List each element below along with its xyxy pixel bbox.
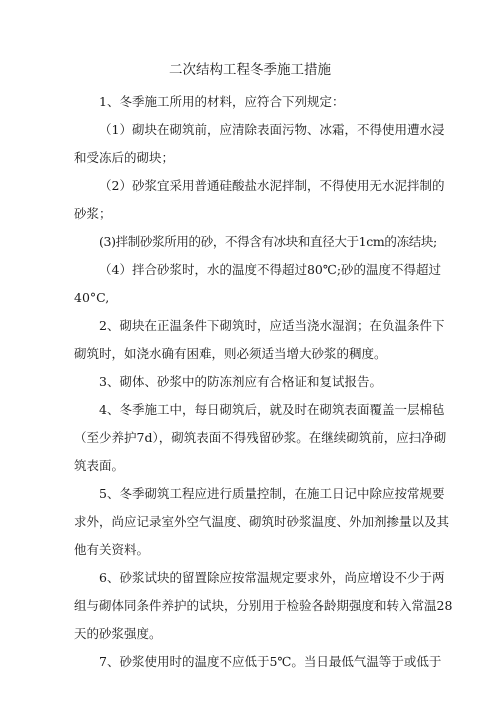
paragraph-4 — [74, 228, 437, 256]
paragraph-line: （至少养护7d），砌筑表面不得残留砂浆。在继续砌筑前，应扫净砌 — [74, 430, 447, 445]
paragraph-line: 7、砂浆使用时的温度不应低于5℃。当日最低气温等于或低于 — [99, 654, 442, 669]
paragraph-line: 和受冻后的砌块； — [74, 150, 175, 165]
paragraph-9 — [74, 480, 450, 564]
paragraph-line: 4、冬季施工中，每日砌筑后，就及时在砌筑表面覆盖一层棉毡 — [99, 402, 445, 417]
paragraph-line: 求外，尚应记录室外空气温度、砌筑时砂浆温度、外加剂掺量以及其 — [74, 514, 450, 529]
paragraph-1 — [74, 88, 430, 116]
paragraph-11 — [74, 648, 442, 676]
paragraph-line: 40°C, — [74, 290, 110, 305]
paragraph-6 — [74, 312, 445, 368]
paragraph-line: 6、砂浆试块的留置除应按常温规定要求外，尚应增设不少于两 — [99, 570, 445, 585]
paragraph-line: （1）砌块在砌筑前，应清除表面污物、冰霜，不得使用遭水浸 — [99, 122, 445, 137]
paragraph-8 — [74, 396, 447, 480]
paragraph-line: 1、冬季施工所用的材料，应符合下列规定： — [99, 94, 345, 109]
paragraph-line: 3、砌体、砂浆中的防冻剂应有合格证和复试报告。 — [99, 374, 382, 389]
paragraph-line: 砌筑时，如浇水确有困难，则必须适当增大砂浆的稠度。 — [74, 346, 387, 361]
paragraph-3 — [74, 172, 445, 228]
paragraph-line: 天的砂浆强度。 — [74, 626, 162, 641]
paragraph-line: 他有关资料。 — [74, 542, 150, 557]
paragraph-line: （2）砂浆宜采用普通硅酸盐水泥拌制，不得使用无水泥拌制的 — [99, 178, 445, 193]
paragraph-10 — [74, 564, 453, 648]
paragraph-5 — [74, 256, 442, 312]
paragraph-line: 5、冬季砌筑工程应进行质量控制，在施工日记中除应按常规要 — [99, 486, 445, 501]
paragraph-line: 组与砌体同条件养护的试块，分别用于检验各龄期强度和转入常温28 — [74, 598, 453, 613]
paragraph-2 — [74, 116, 445, 172]
paragraph-line: 筑表面。 — [74, 458, 125, 473]
paragraph-7 — [74, 368, 430, 396]
paragraph-line: 砂浆； — [74, 206, 112, 221]
document-title: 二次结构工程冬季施工措施 — [169, 62, 331, 78]
paragraph-line: 2、砌块在正温条件下砌筑时，应适当浇水湿润；在负温条件下 — [99, 318, 445, 333]
paragraph-line: （4）拌合砂浆时，水的温度不得超过80℃;砂的温度不得超过 — [99, 262, 442, 277]
paragraph-line: (3)拌制砂浆所用的砂，不得含有冰块和直径大于1cm的冻结块; — [99, 234, 437, 249]
